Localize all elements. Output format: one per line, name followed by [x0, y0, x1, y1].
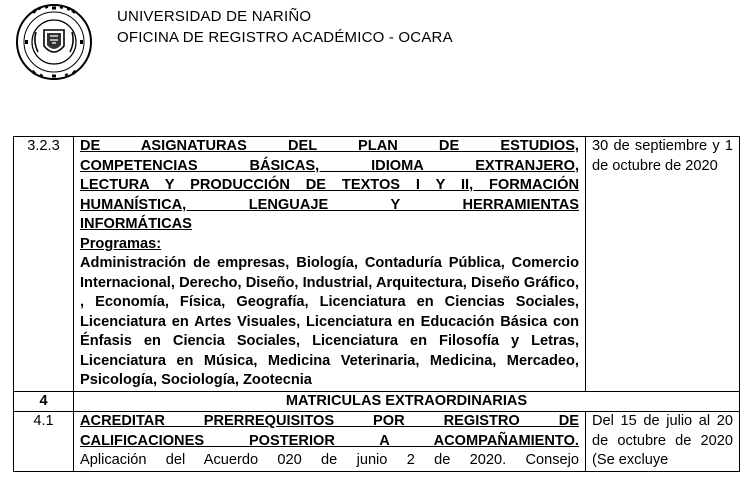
programs-list: Administración de empresas, Biología, Contaduría Pública, Comercio Internacional, Derecho, Diseño, Industrial, Arquitectura, Diseño Gráfico, , Economía, Física, Geografía, Licenciatura en Ciencias Sociales, Licenciatura en Artes Visuales, Licenciatura en Educación Básica con Énfasis en Ciencia Sociales, Licenciatura en Filosofía y Letras, Licenciatura en Música, Medicina Veterinaria, Medicina, Mercadeo, Psicología, Sociología, Zootecnia: [80, 255, 579, 388]
table-row: [14, 412, 740, 472]
section-row: [14, 391, 740, 412]
institution-heading: [117, 6, 453, 48]
row-date: Del 15 de julio al 20 de octubre de 2020 (Se excluye: [586, 412, 740, 472]
title-line: COMPETENCIAS BÁSICAS, IDIOMA EXTRANJERO,: [80, 157, 579, 174]
row-number: 4.1: [14, 412, 74, 472]
title-line: ACREDITAR PRERREQUISITOS POR REGISTRO DE: [80, 413, 579, 429]
row-title: [80, 137, 579, 235]
row-number: 3.2.3: [14, 137, 74, 392]
university-seal-icon: [14, 2, 94, 82]
title-line: CALIFICACIONES POSTERIOR A ACOMPAÑAMIENTO.: [80, 432, 579, 449]
schedule-table: [13, 136, 740, 472]
title-line: LECTURA Y PRODUCCIÓN DE TEXTOS I Y II, FORMACIÓN: [80, 177, 579, 193]
title-line: DE ASIGNATURAS DEL PLAN DE ESTUDIOS,: [80, 138, 579, 154]
row-text: Aplicación del Acuerdo 020 de junio 2 de 2020. Consejo: [80, 452, 579, 468]
section-number: 4: [14, 391, 74, 412]
row-description: [74, 137, 586, 392]
document-header: [12, 2, 732, 82]
section-title: MATRICULAS EXTRAORDINARIAS: [74, 391, 740, 412]
programs-label: Programas:: [80, 235, 162, 252]
table-row: [14, 137, 740, 392]
title-line: HUMANÍSTICA, LENGUAJE Y HERRAMIENTAS: [80, 196, 579, 213]
institution-name: UNIVERSIDAD DE NARIÑO: [117, 8, 312, 25]
row-description: [74, 412, 586, 472]
title-line: INFORMÁTICAS: [80, 216, 192, 232]
row-date: 30 de septiembre y 1 de octubre de 2020: [586, 137, 740, 392]
office-name: OFICINA DE REGISTRO ACADÉMICO - OCARA: [117, 29, 453, 46]
